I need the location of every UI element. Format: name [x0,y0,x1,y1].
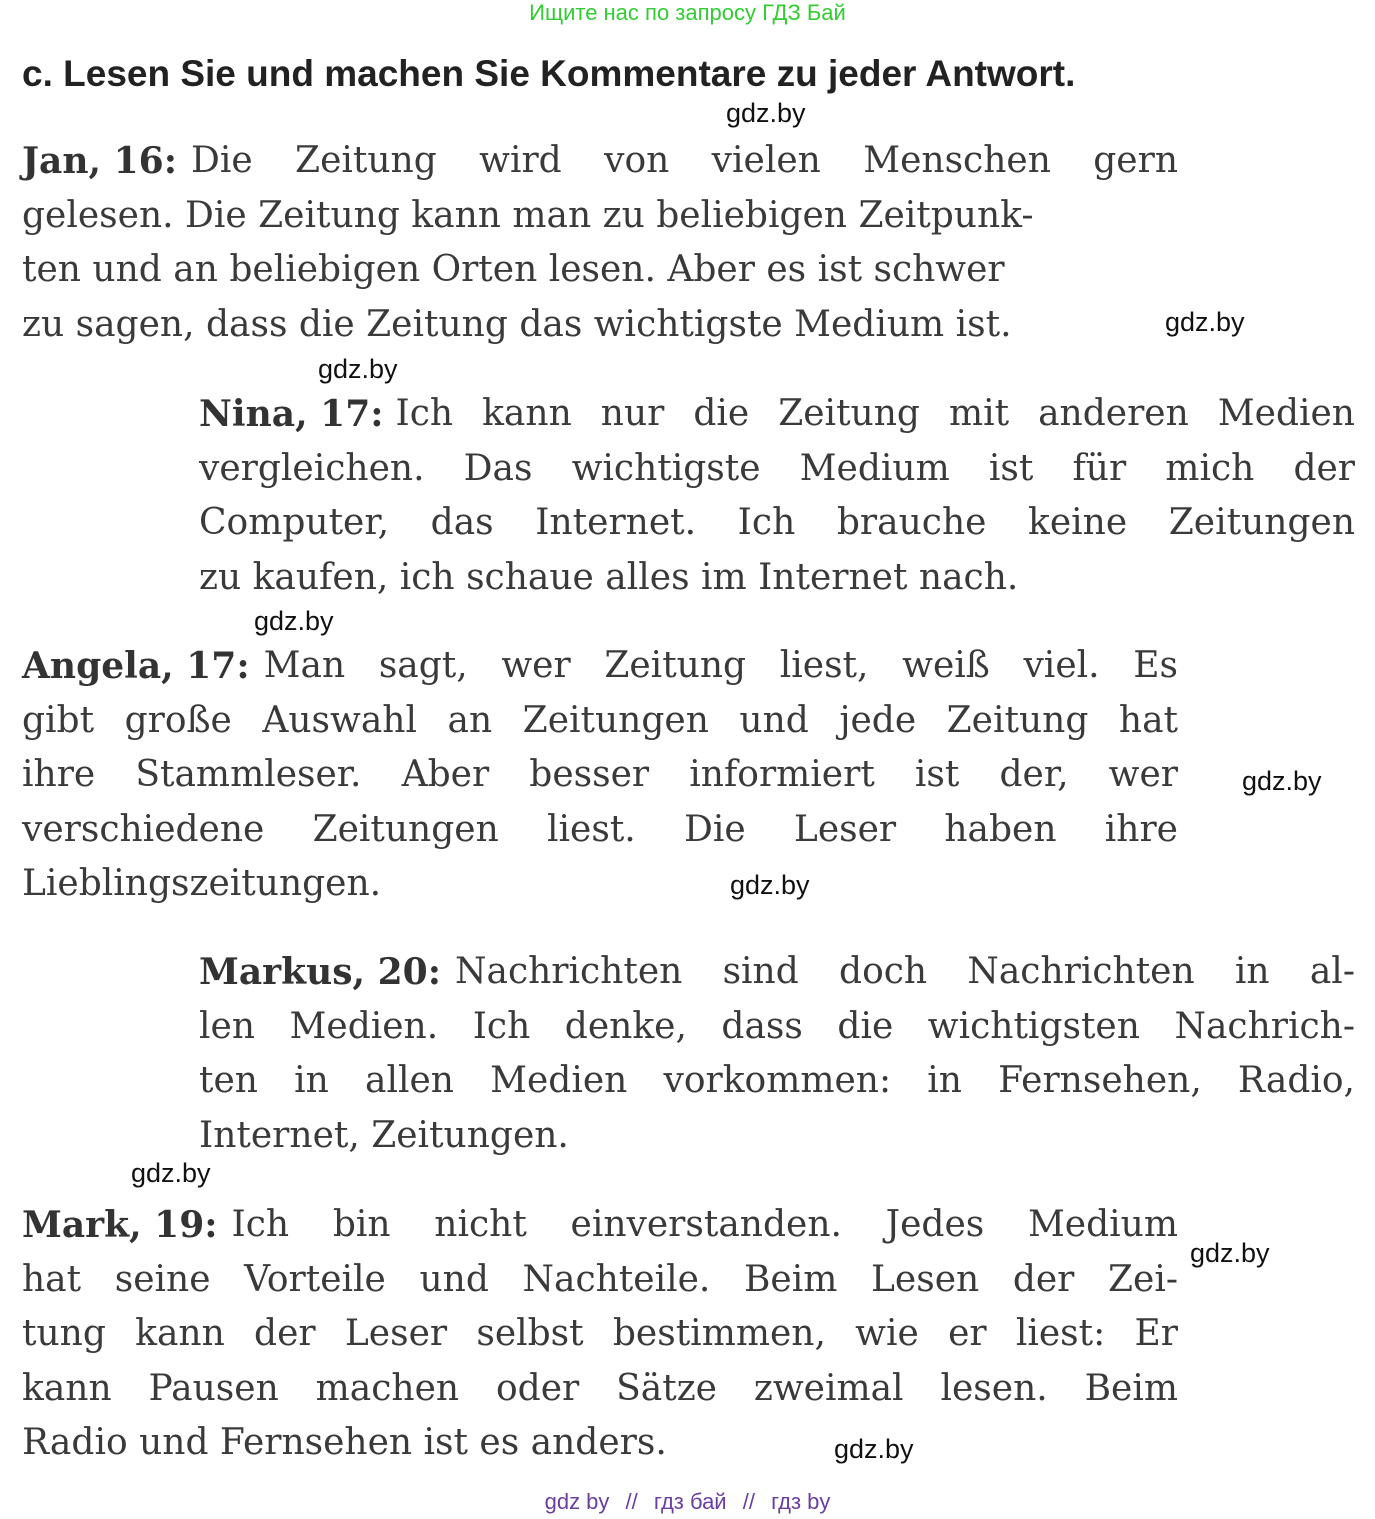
comment-line: Internet, Zeitungen. [199,1114,569,1156]
comment-line: len Medien. Ich denke, dass die wichtigsten Nachrich- [199,1005,1355,1047]
comment-line: hat seine Vorteile und Nachteile. Beim Lesen der Zei- [22,1258,1178,1300]
comment-line [22,639,1178,694]
comment-line [199,387,1355,442]
comment-line: ihre Stammleser. Aber besser informiert ist der, wer [22,754,1178,795]
watermark: gdz.by [318,354,398,384]
comment-line: Lieblingszeitungen. [22,863,382,904]
task-heading: c. Lesen Sie und machen Sie Kommentare zu jeder Antwort. [22,53,1076,94]
speaker-name: Mark, 19: [22,1204,218,1246]
comment-text: Nachrichten sind doch Nachrichten in al- [454,951,1355,992]
watermark: gdz.by [730,870,810,900]
comment-line: ten in allen Medien vorkommen: in Fernsehen, Radio, [199,1060,1355,1101]
comment-angela [22,639,1178,912]
comment-nina [199,387,1355,605]
comment-line: Computer, das Internet. Ich brauche keine Zeitungen [199,502,1355,543]
footer-link[interactable]: гдз бай [653,1489,727,1514]
speaker-name: Nina, 17: [199,393,384,435]
comment-mark [22,1198,1178,1471]
watermark: gdz.by [1242,766,1322,796]
comment-line: ten und an beliebigen Orten lesen. Aber es ist schwer [22,249,1005,290]
comment-line [22,1198,1178,1253]
speaker-name: Angela, 17: [22,645,250,687]
watermark: gdz.by [254,606,334,636]
watermark: gdz.by [131,1158,211,1188]
comment-text: Man sagt, wer Zeitung liest, weiß viel. Es [263,645,1178,686]
watermark: gdz.by [1190,1238,1270,1268]
comment-line: kann Pausen machen oder Sätze zweimal lesen. Beim [22,1367,1178,1409]
speaker-name: Markus, 20: [199,951,441,993]
comment-line: gibt große Auswahl an Zeitungen und jede Zeitung hat [22,699,1178,741]
footer-links [0,1488,1375,1516]
comment-text: Ich bin nicht einverstanden. Jedes Medium [231,1204,1178,1245]
footer-separator: // [625,1489,638,1514]
comment-line: verschiedene Zeitungen liest. Die Leser haben ihre [22,808,1178,850]
speaker-name: Jan, 16: [22,140,177,182]
watermark: gdz.by [726,98,806,128]
comment-line: tung kann der Leser selbst bestimmen, wie er liest: Er [22,1313,1178,1354]
comment-text: Die Zeitung wird von vielen Menschen gern [191,140,1178,181]
footer-separator: // [742,1489,755,1514]
comment-line [22,134,1178,189]
watermark: gdz.by [834,1434,914,1464]
comment-markus [199,945,1355,1163]
comment-text: Ich kann nur die Zeitung mit anderen Medien [395,393,1355,434]
watermark: gdz.by [1165,307,1245,337]
top-banner: Ищите нас по запросу ГДЗ Бай [529,0,846,25]
comment-line [199,945,1355,1000]
footer-link[interactable]: гдз by [771,1489,831,1514]
comment-line: zu kaufen, ich schaue alles im Internet nach. [199,556,1019,598]
comment-jan [22,134,1178,352]
footer-link[interactable]: gdz by [544,1489,610,1514]
comment-line: gelesen. Die Zeitung kann man zu beliebigen Zeitpunk- [22,194,1034,236]
comment-line: vergleichen. Das wichtigste Medium ist für mich der [199,447,1355,489]
comment-line: zu sagen, dass die Zeitung das wichtigste Medium ist. [22,303,1012,345]
comment-line: Radio und Fernsehen ist es anders. [22,1422,667,1463]
